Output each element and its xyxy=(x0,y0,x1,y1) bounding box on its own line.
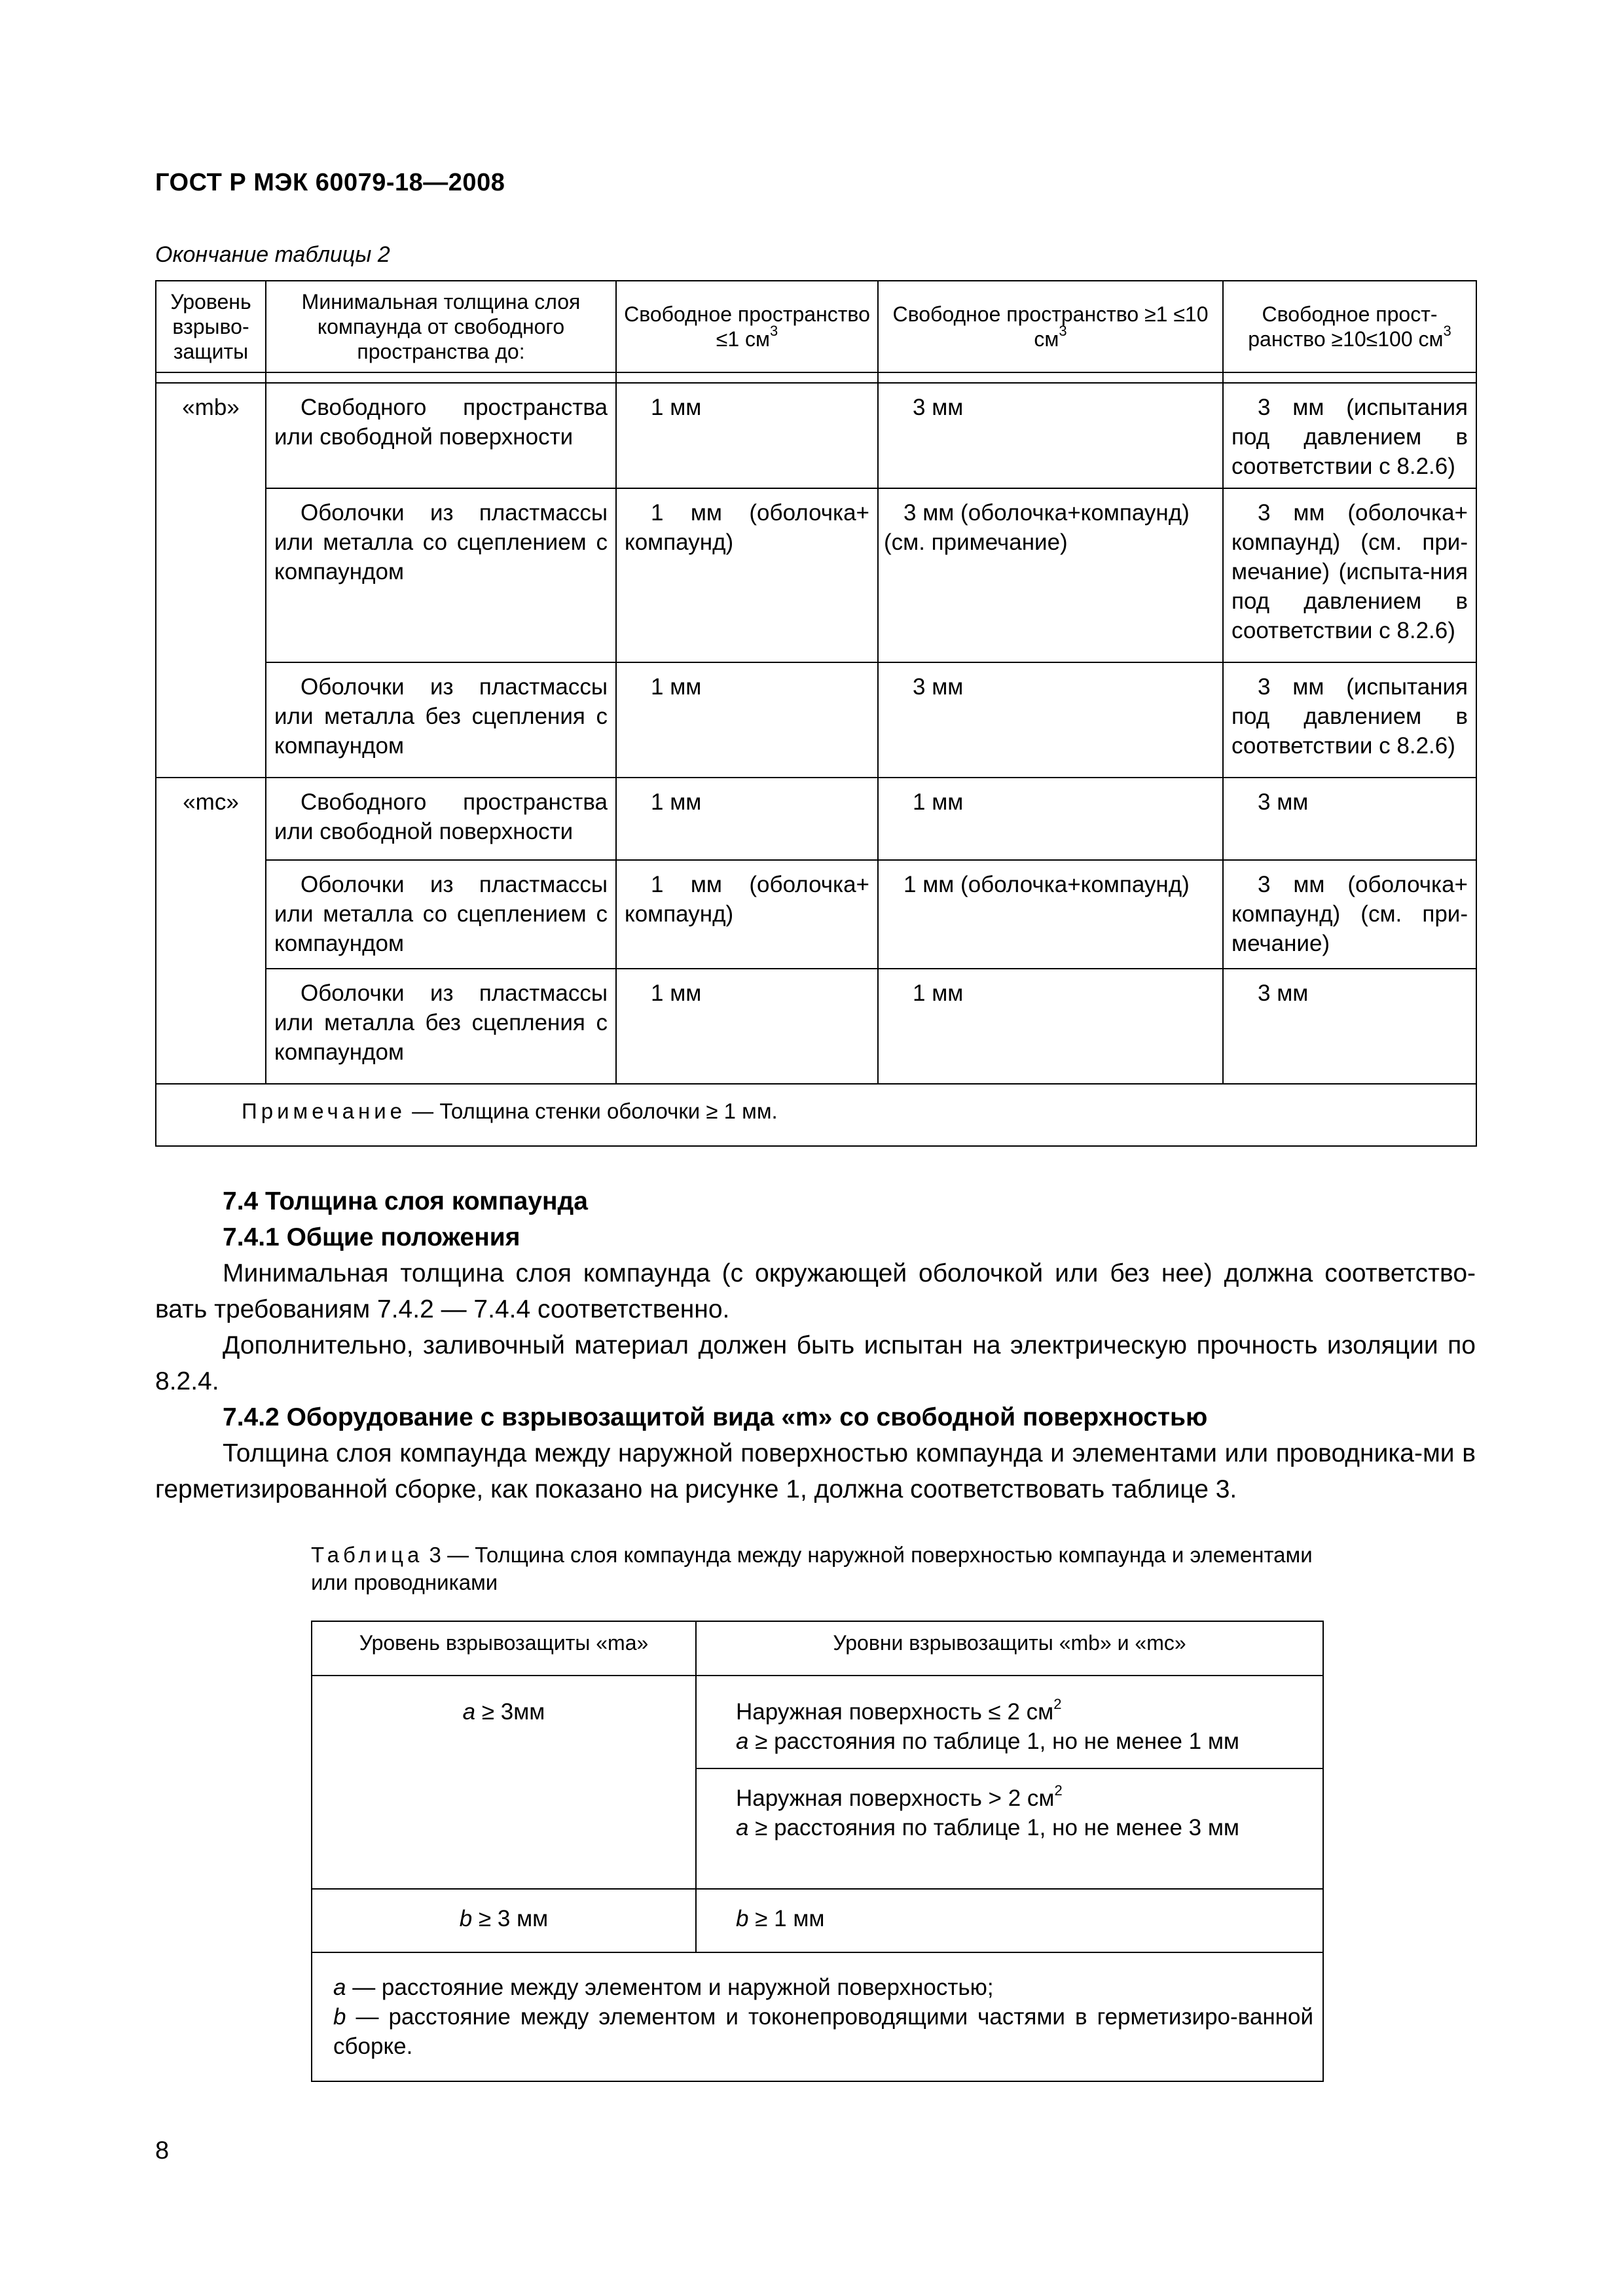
table-row xyxy=(156,383,1476,488)
row-c2: 1 мм xyxy=(878,969,1223,1084)
row-c1: 1 мм xyxy=(616,969,878,1084)
table-row xyxy=(156,488,1476,662)
table-3-note: a — расстояние между элементом и наружной поверхностью; b — расстояние между элементом и токонепроводящими частями в герметизиро-ванной сборке. xyxy=(312,1952,1323,2081)
table-note-row xyxy=(312,1952,1323,2081)
heading-7-4-1: 7.4.1 Общие положения xyxy=(223,1223,520,1251)
level-mc: «mc» xyxy=(156,778,266,860)
row-c3: 3 мм (оболочка+ компаунд) (см. при-мечание) xyxy=(1223,860,1476,969)
heading-7-4: 7.4 Толщина слоя компаунда xyxy=(223,1187,588,1215)
table-2-caption: Окончание таблицы 2 xyxy=(155,242,390,267)
row-c3: 3 мм xyxy=(1223,969,1476,1084)
row-desc: Оболочки из пластмассы или металла со сцеплением с компаундом xyxy=(266,488,616,662)
page-number: 8 xyxy=(155,2137,170,2164)
col-header-level: Уровень взрыво-защиты xyxy=(156,281,266,372)
surface-small-cell: Наружная поверхность ≤ 2 $см^2$ a ≥ расстояния по таблице 1, но не менее 1 мм xyxy=(696,1683,1323,1768)
table-row xyxy=(156,860,1476,969)
col-header-c2: Свободное пространство ≥1 ≤10 $см^3$ xyxy=(878,281,1223,372)
row-desc: Оболочки из пластмассы или металла со сцеплением с компаундом xyxy=(266,860,616,969)
table-row xyxy=(312,1683,1323,1768)
row-c1: 1 мм xyxy=(616,383,878,488)
level-mb: «mb» xyxy=(156,383,266,488)
row-desc: Свободного пространства или свободной поверхности xyxy=(266,778,616,860)
col-header-thickness: Минимальная толщина слоя компаунда от свободного пространства до: xyxy=(266,281,616,372)
row-c2: 3 мм xyxy=(878,662,1223,778)
row-c3: 3 мм xyxy=(1223,778,1476,860)
paragraph: Дополнительно, заливочный материал должен быть испытан на электрическую прочность изоляции по 8.2.4. xyxy=(155,1331,1476,1395)
table-2-note: Примечание — Толщина стенки оболочки ≥ 1 мм. xyxy=(156,1084,1476,1146)
b-ma-cell: b ≥ 3 мм xyxy=(312,1889,696,1952)
row-c3: 3 мм (испытания под давлением в соответствии с 8.2.6) xyxy=(1223,662,1476,778)
row-c3: 3 мм (оболочка+ компаунд) (см. при-мечание) (испыта-ния под давлением в соответствии с 8.2.6) xyxy=(1223,488,1476,662)
row-c2: 1 мм xyxy=(878,778,1223,860)
row-c2: 1 мм (оболочка+компаунд) xyxy=(878,860,1223,969)
col-header-c1: Свободное пространство ≤1 $см^3$ xyxy=(616,281,878,372)
row-desc: Оболочки из пластмассы или металла без сцепления с компаундом xyxy=(266,969,616,1084)
row-c2: 3 мм (оболочка+компаунд) (см. примечание) xyxy=(878,488,1223,662)
row-c1: 1 мм xyxy=(616,662,878,778)
row-c3: 3 мм (испытания под давлением в соответствии с 8.2.6) xyxy=(1223,383,1476,488)
row-c2: 3 мм xyxy=(878,383,1223,488)
document-header: ГОСТ Р МЭК 60079-18—2008 xyxy=(155,169,505,196)
row-c1: 1 мм (оболочка+ компаунд) xyxy=(616,860,878,969)
paragraph: Минимальная толщина слоя компаунда (с окружающей оболочкой или без нее) должна соответство-вать требованиям 7.4.2 — 7.4.4 соответственно. xyxy=(155,1259,1476,1323)
row-desc: Оболочки из пластмассы или металла без сцепления с компаундом xyxy=(266,662,616,778)
table-2 xyxy=(155,280,1477,1147)
col-header-mb-mc: Уровни взрывозащиты «mb» и «mc» xyxy=(696,1621,1323,1676)
row-c1: 1 мм xyxy=(616,778,878,860)
heading-7-4-2: 7.4.2 Оборудование с взрывозащитой вида «m» со свободной поверхностью xyxy=(223,1403,1208,1431)
table-note-row xyxy=(156,1084,1476,1146)
a-ma-cell: a ≥ 3мм xyxy=(312,1683,696,1889)
table-row xyxy=(156,778,1476,860)
row-c1: 1 мм (оболочка+ компаунд) xyxy=(616,488,878,662)
col-header-c3: Свободное прост-ранство ≥10≤100 $см^3$ xyxy=(1223,281,1476,372)
paragraph: Толщина слоя компаунда между наружной поверхностью компаунда и элементами или проводника-ми в герметизированной сборке, как показано на рисунке 1, должна соответствовать таблице 3. xyxy=(155,1439,1476,1503)
row-desc: Свободного пространства или свободной поверхности xyxy=(266,383,616,488)
table-3 xyxy=(311,1621,1324,2082)
table-row xyxy=(156,662,1476,778)
col-header-ma: Уровень взрывозащиты «ma» xyxy=(312,1621,696,1676)
table-3-caption: Таблица 3 — Толщина слоя компаунда между наружной поверхностью компаунда и элементами или проводниками xyxy=(311,1543,1313,1594)
table-row xyxy=(156,969,1476,1084)
table-row xyxy=(312,1889,1323,1952)
surface-large-cell: Наружная поверхность > 2 $см^2$ a ≥ расстояния по таблице 1, но не менее 3 мм xyxy=(696,1768,1323,1889)
section-7-4 xyxy=(155,1183,1476,1507)
b-mbmc-cell: b ≥ 1 мм xyxy=(696,1889,1323,1952)
